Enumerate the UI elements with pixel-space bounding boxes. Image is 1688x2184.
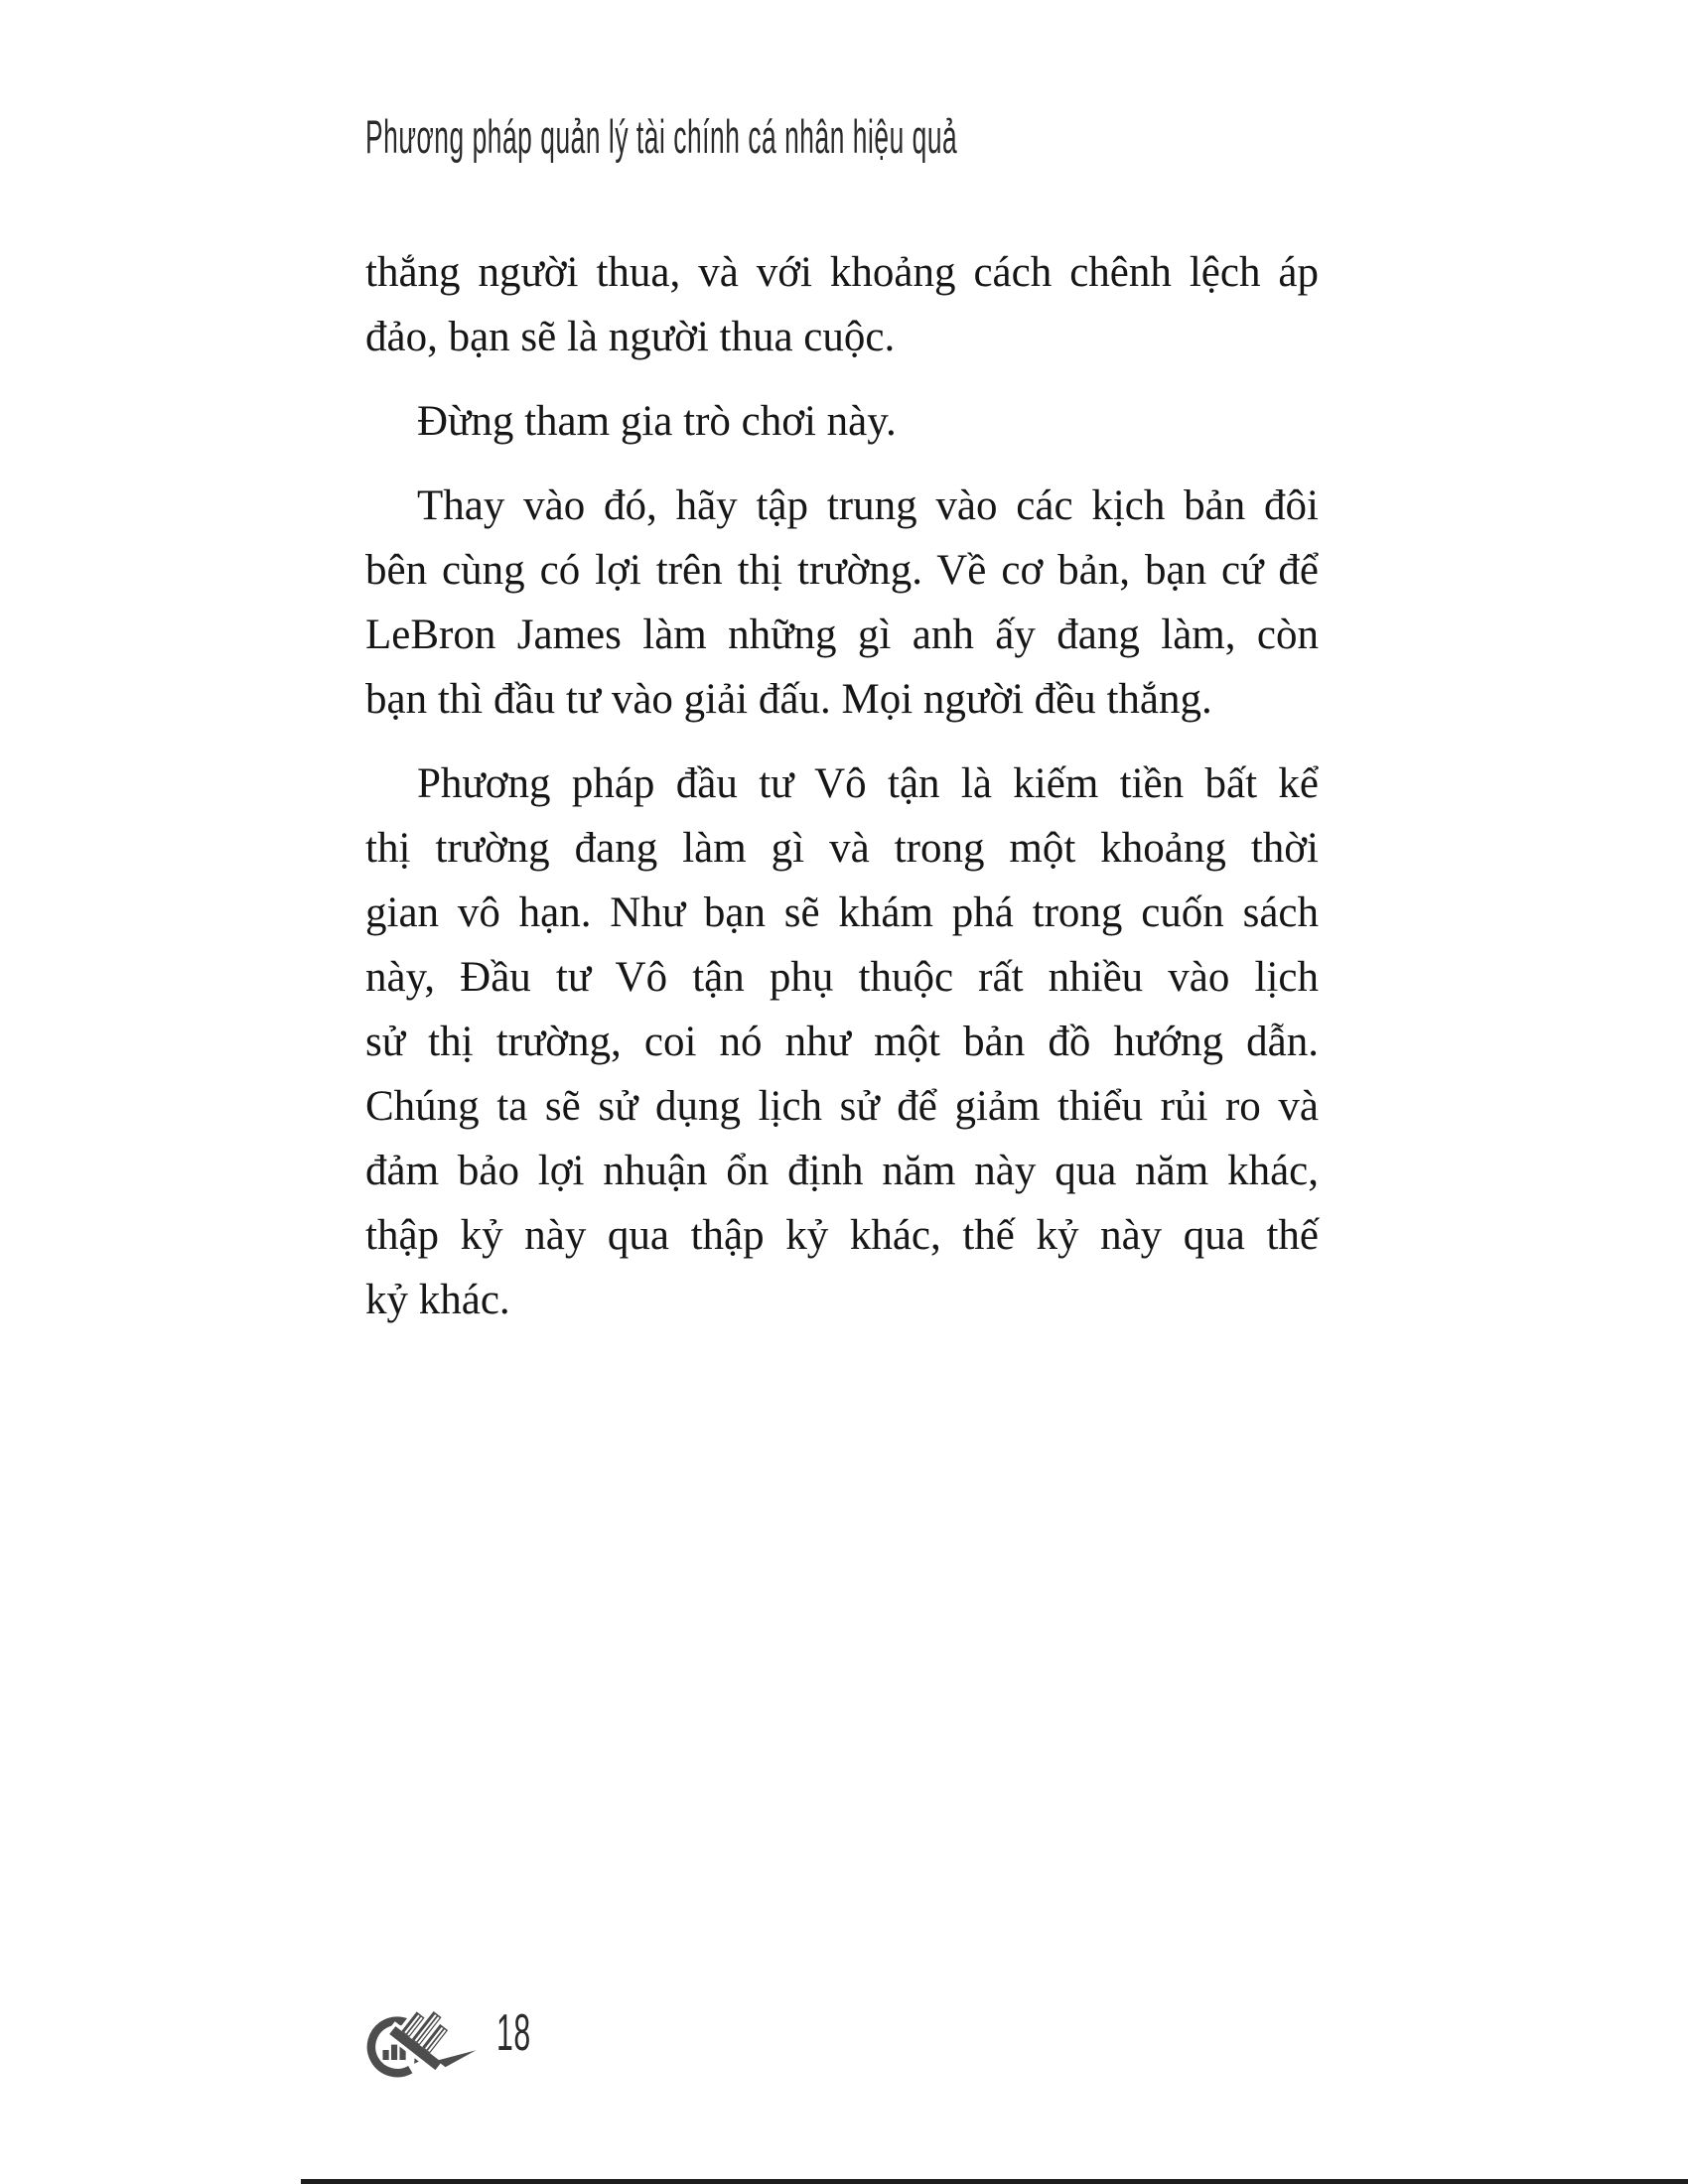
body-line: LeBron James làm những gì anh ấy đang làm, còn — [365, 612, 1319, 658]
body-line: kỷ khác. — [365, 1277, 510, 1323]
body-text — [365, 240, 1319, 1352]
paragraph — [365, 240, 1319, 369]
body-line: thập kỷ này qua thập kỷ khác, thế kỷ này qua thế — [365, 1212, 1319, 1259]
page-title: Phương pháp quản lý tài chính cá nhân hiệu quả — [365, 110, 958, 163]
body-line: đảo, bạn sẽ là người thua cuộc. — [365, 314, 896, 360]
body-line: gian vô hạn. Như bạn sẽ khám phá trong cuốn sách — [365, 889, 1319, 936]
paragraph — [365, 751, 1319, 1332]
body-line: Chúng ta sẽ sử dụng lịch sử để giảm thiểu rủi ro và — [365, 1083, 1319, 1130]
running-header — [365, 107, 1338, 167]
paragraph — [365, 389, 1319, 454]
scan-artifact-line — [301, 2179, 1688, 2184]
body-line: thắng người thua, và với khoảng cách chênh lệch áp — [365, 249, 1319, 296]
body-line: bên cùng có lợi trên thị trường. Về cơ bản, bạn cứ để — [365, 547, 1319, 594]
body-line: thị trường đang làm gì và trong một khoảng thời — [365, 825, 1319, 872]
body-line: Đừng tham gia trò chơi này. — [417, 398, 897, 445]
publisher-logo-icon — [357, 1981, 479, 2085]
page-number: 18 — [496, 2004, 531, 2062]
page-footer — [357, 1981, 556, 2085]
body-line: sử thị trường, coi nó như một bản đồ hướng dẫn. — [365, 1019, 1319, 1065]
paragraph — [365, 474, 1319, 732]
body-line: Thay vào đó, hãy tập trung vào các kịch bản đôi — [417, 482, 1319, 529]
body-line: Phương pháp đầu tư Vô tận là kiếm tiền bất kể — [417, 760, 1319, 807]
body-line: đảm bảo lợi nhuận ổn định năm này qua năm khác, — [365, 1148, 1319, 1194]
body-line: này, Đầu tư Vô tận phụ thuộc rất nhiều vào lịch — [365, 954, 1319, 1001]
body-line: bạn thì đầu tư vào giải đấu. Mọi người đều thắng. — [365, 676, 1212, 723]
